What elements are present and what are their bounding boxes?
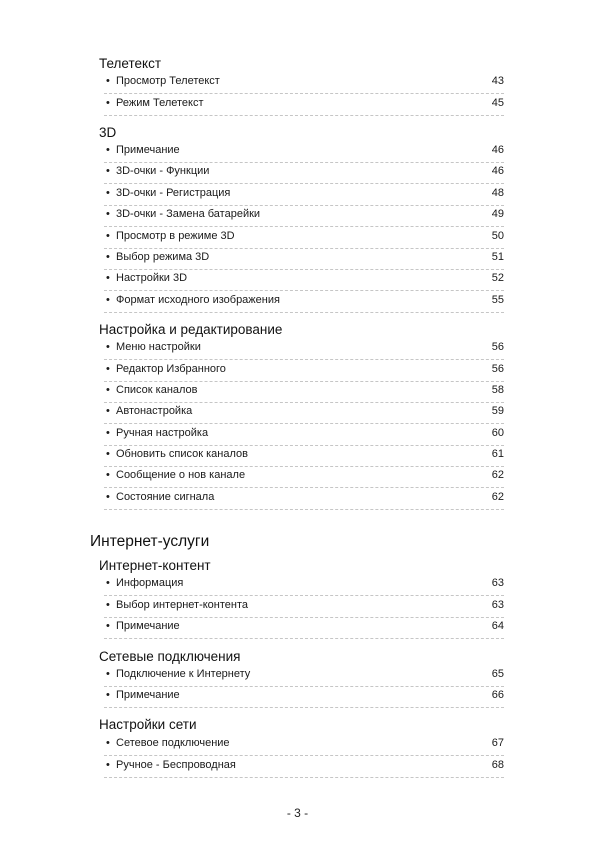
toc-entry[interactable] xyxy=(104,618,504,639)
toc-entry[interactable] xyxy=(104,425,504,446)
toc-entry-page: 59 xyxy=(491,405,504,417)
toc-entry-page: 63 xyxy=(491,599,504,611)
toc-entry-label: Примечание xyxy=(116,620,180,632)
bullet-icon: • xyxy=(106,251,110,263)
toc-entry[interactable] xyxy=(104,270,504,291)
toc-entry[interactable] xyxy=(104,185,504,206)
toc-entry[interactable] xyxy=(104,446,504,467)
bullet-icon: • xyxy=(106,294,110,306)
toc-entry-page: 62 xyxy=(491,469,504,481)
toc-entry-label: Ручная настройка xyxy=(116,427,209,439)
toc-entry-page: 58 xyxy=(491,384,504,396)
toc-entry-page: 46 xyxy=(491,144,504,156)
bullet-icon: • xyxy=(106,689,110,701)
toc-entry-label: Подключение к Интернету xyxy=(116,668,251,680)
bullet-icon: • xyxy=(106,230,110,242)
toc-entry-label: Ручное - Беспроводная xyxy=(116,759,236,771)
toc-entry[interactable] xyxy=(104,228,504,249)
toc-entry-label: Примечание xyxy=(116,144,180,156)
bullet-icon: • xyxy=(106,384,110,396)
toc-entry[interactable] xyxy=(104,142,504,163)
toc-entry[interactable] xyxy=(104,206,504,227)
toc-entry-label: Состояние сигнала xyxy=(116,491,215,503)
bullet-icon: • xyxy=(106,272,110,284)
bullet-icon: • xyxy=(106,668,110,680)
toc-entry-label: Настройки 3D xyxy=(116,272,188,284)
bullet-icon: • xyxy=(106,427,110,439)
toc-entry-label: Просмотр в режиме 3D xyxy=(116,230,235,242)
toc-entry-label: Обновить список каналов xyxy=(116,448,248,460)
toc-entry-label: Сообщение о нов канале xyxy=(116,469,246,481)
toc-entry[interactable] xyxy=(104,249,504,270)
toc-entry-page: 63 xyxy=(491,577,504,589)
bullet-icon: • xyxy=(106,620,110,632)
toc-entry[interactable] xyxy=(104,73,504,94)
toc-entry-label: 3D-очки - Замена батарейки xyxy=(116,208,261,220)
toc-entry-page: 49 xyxy=(491,208,504,220)
toc-entry-page: 55 xyxy=(491,294,504,306)
section-heading: Телетекст xyxy=(99,56,162,71)
bullet-icon: • xyxy=(106,187,110,199)
toc-entry-page: 61 xyxy=(491,448,504,460)
bullet-icon: • xyxy=(106,469,110,481)
toc-entry-page: 52 xyxy=(491,272,504,284)
bullet-icon: • xyxy=(106,341,110,353)
toc-entry-label: Сетевое подключение xyxy=(116,737,230,749)
bullet-icon: • xyxy=(106,405,110,417)
bullet-icon: • xyxy=(106,165,110,177)
toc-entry-page: 65 xyxy=(491,668,504,680)
toc-entry-page: 56 xyxy=(491,341,504,353)
toc-entry[interactable] xyxy=(104,489,504,510)
toc-entry-label: 3D-очки - Регистрация xyxy=(116,187,231,199)
bullet-icon: • xyxy=(106,208,110,220)
toc-entry-label: Примечание xyxy=(116,689,180,701)
toc-entry[interactable] xyxy=(104,666,504,687)
toc-entry-page: 64 xyxy=(491,620,504,632)
toc-entry-label: Информация xyxy=(116,577,184,589)
section-heading: Интернет-контент xyxy=(99,558,211,573)
bullet-icon: • xyxy=(106,448,110,460)
toc-entry-page: 51 xyxy=(491,251,504,263)
page-number: - 3 - xyxy=(286,806,309,820)
toc-entry[interactable] xyxy=(104,597,504,618)
bullet-icon: • xyxy=(106,577,110,589)
bullet-icon: • xyxy=(106,75,110,87)
toc-entry-page: 46 xyxy=(491,165,504,177)
toc-entry-label: Редактор Избранного xyxy=(116,363,226,375)
toc-entry[interactable] xyxy=(104,575,504,596)
bullet-icon: • xyxy=(106,737,110,749)
toc-entry-page: 66 xyxy=(491,689,504,701)
toc-entry-label: Автонастройка xyxy=(116,405,193,417)
bullet-icon: • xyxy=(106,759,110,771)
bullet-icon: • xyxy=(106,599,110,611)
toc-entry-label: Выбор режима 3D xyxy=(116,251,210,263)
toc-entry-label: Выбор интернет-контента xyxy=(116,599,248,611)
toc-entry-label: Формат исходного изображения xyxy=(116,294,280,306)
toc-entry[interactable] xyxy=(104,382,504,403)
toc-entry-label: Меню настройки xyxy=(116,341,201,353)
toc-entry-label: Список каналов xyxy=(116,384,198,396)
section-heading: 3D xyxy=(99,125,117,140)
toc-entry[interactable] xyxy=(104,361,504,382)
toc-entry-page: 43 xyxy=(491,75,504,87)
section-heading: Сетевые подключения xyxy=(99,649,241,664)
toc-entry[interactable] xyxy=(104,735,504,756)
toc-entry-page: 67 xyxy=(491,737,504,749)
bullet-icon: • xyxy=(106,97,110,109)
bullet-icon: • xyxy=(106,363,110,375)
toc-entry-label: Режим Телетекст xyxy=(116,97,204,109)
bullet-icon: • xyxy=(106,144,110,156)
section-heading: Настройки сети xyxy=(99,717,197,732)
toc-entry-label: Просмотр Телетекст xyxy=(116,75,220,87)
toc-entry-label: 3D-очки - Функции xyxy=(116,165,210,177)
toc-entry[interactable] xyxy=(104,757,504,778)
toc-entry-page: 48 xyxy=(491,187,504,199)
toc-entry-page: 62 xyxy=(491,491,504,503)
toc-entry-page: 60 xyxy=(491,427,504,439)
toc-entry[interactable] xyxy=(104,687,504,708)
toc-entry-page: 56 xyxy=(491,363,504,375)
toc-entry-page: 45 xyxy=(491,97,504,109)
toc-entry[interactable] xyxy=(104,163,504,184)
toc-entry[interactable] xyxy=(104,292,504,313)
chapter-heading: Интернет-услуги xyxy=(90,533,210,550)
toc-entry[interactable] xyxy=(104,467,504,488)
toc-entry-page: 50 xyxy=(491,230,504,242)
bullet-icon: • xyxy=(106,491,110,503)
section-heading: Настройка и редактирование xyxy=(99,322,283,337)
toc-entry-page: 68 xyxy=(491,759,504,771)
toc-entry[interactable] xyxy=(104,403,504,424)
toc-entry[interactable] xyxy=(104,339,504,360)
toc-entry[interactable] xyxy=(104,95,504,116)
